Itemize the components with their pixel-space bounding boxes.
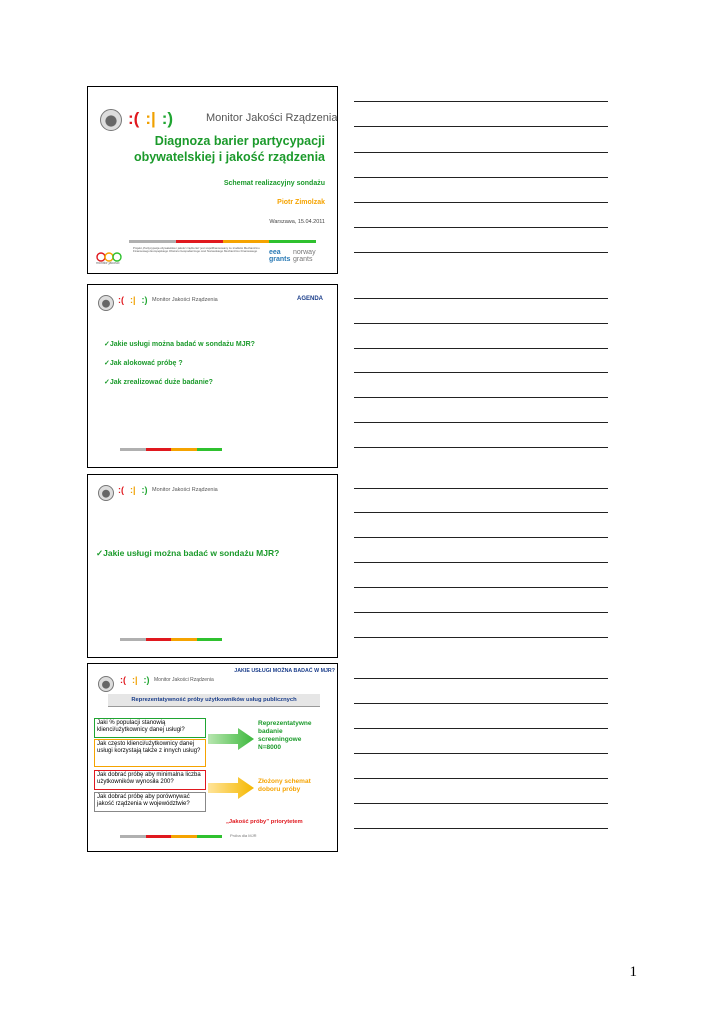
- brand-name: Monitor Jakości Rządzenia: [206, 112, 338, 124]
- note-line: [354, 828, 608, 829]
- note-line: [354, 177, 608, 178]
- screening-label: [258, 720, 311, 752]
- note-line: [354, 753, 608, 754]
- neutral-face-icon: :|: [145, 109, 156, 128]
- monitor-logo: [96, 249, 122, 259]
- sad-face-icon: :(: [120, 675, 126, 685]
- date-location: Warszawa, 15.04.2011: [269, 219, 325, 225]
- slide-header: AGENDA: [296, 296, 323, 302]
- note-line: [354, 778, 608, 779]
- sad-face-icon: :(: [118, 295, 124, 305]
- brand-faces: [120, 675, 150, 685]
- note-line: [354, 728, 608, 729]
- author-name: Piotr Zimolzak: [277, 199, 325, 206]
- agenda-item: ✓Jakie usługi można badać w sondażu MJR?: [104, 341, 255, 348]
- university-emblem-icon: [98, 676, 114, 692]
- note-line: [354, 323, 608, 324]
- university-emblem-icon: [98, 485, 114, 501]
- note-line: [354, 348, 608, 349]
- question-box-voivodeship: Jak dobrać próbę aby porównywać jakość rządzenia w województwie?: [94, 792, 206, 812]
- orange-arrow-icon: [208, 777, 254, 799]
- brand-name: Monitor Jakości Rządzenia: [152, 487, 218, 493]
- note-line: [354, 397, 608, 398]
- green-arrow-icon: [208, 728, 254, 750]
- university-emblem-icon: [98, 295, 114, 311]
- sad-face-icon: :(: [118, 485, 124, 495]
- agenda-item: ✓Jak alokować próbę ?: [104, 360, 183, 367]
- brand-faces: [118, 295, 148, 305]
- note-line: [354, 298, 608, 299]
- note-line: [354, 678, 608, 679]
- happy-face-icon: :): [141, 485, 148, 495]
- note-line: [354, 252, 608, 253]
- neutral-face-icon: :|: [130, 485, 136, 495]
- note-line: [354, 422, 608, 423]
- note-line: [354, 637, 608, 638]
- note-line: [354, 101, 608, 102]
- brand-name: Monitor Jakości Rządzenia: [154, 677, 214, 683]
- slide-subtitle: Schemat realizacyjny sondażu: [223, 180, 325, 187]
- slide-services: [87, 663, 338, 852]
- screening-label-line: Reprezentatywne: [258, 720, 312, 727]
- happy-face-icon: :): [143, 675, 150, 685]
- happy-face-icon: :): [141, 295, 148, 305]
- color-bar: [129, 240, 316, 243]
- question-box-share: Jaki % populacji stanowią klienci/użytkownicy danej usługi?: [94, 718, 206, 738]
- note-line: [354, 512, 608, 513]
- priority-note: „Jakość próby” priorytetem: [226, 819, 303, 825]
- banner-text: Reprezentatywność próby użytkowników usług publicznych: [131, 697, 297, 703]
- note-line: [354, 372, 608, 373]
- note-line: [354, 562, 608, 563]
- slide-section: [87, 474, 338, 658]
- neutral-face-icon: :|: [132, 675, 138, 685]
- slide-title: [87, 86, 338, 274]
- neutral-face-icon: :|: [130, 295, 136, 305]
- screening-label-line: badanie: [258, 728, 283, 735]
- brand-faces: [128, 109, 173, 129]
- funding-note: Projekt „Partycypacja obywatelska i jakość rządzenia” jest współfinansowany ze środków Mechanizmu Finansowego Europejskiego Obszaru Gospodarczego oraz Norweskiego Mechanizmu Finansowego: [133, 246, 260, 254]
- question-box-minimum: Jak dobrać próbę aby minimalna liczba użytkowników wynosiła 200?: [94, 770, 206, 790]
- note-line: [354, 587, 608, 588]
- slide-title-line1: Diagnoza barier partycypacji: [154, 134, 325, 148]
- question-box-frequency: Jak często klienci/użytkownicy danej usługi korzystają także z innych usług?: [94, 739, 206, 767]
- banner: [108, 694, 320, 707]
- complex-sampling-line: Złożony schemat: [258, 778, 311, 785]
- slide-agenda: [87, 284, 338, 468]
- complex-sampling-line: doboru próby: [258, 786, 301, 793]
- page-number: 1: [629, 964, 637, 980]
- color-bar: [120, 835, 222, 838]
- color-bar: [120, 448, 222, 451]
- agenda-item: ✓Jak zrealizować duże badanie?: [104, 379, 213, 386]
- note-line: [354, 703, 608, 704]
- screening-label-line: screeningowe: [258, 736, 302, 743]
- note-line: [354, 488, 608, 489]
- note-line: [354, 537, 608, 538]
- footer-label: Próba dla MJR: [230, 833, 257, 838]
- monitor-logo-caption: monitor jakości: [96, 261, 120, 265]
- screening-label-line: N=8000: [258, 744, 281, 751]
- sad-face-icon: :(: [128, 109, 140, 128]
- brand-faces: [118, 485, 148, 495]
- slide-title-line2: obywatelskiej i jakość rządzenia: [133, 150, 325, 164]
- note-line: [354, 447, 608, 448]
- note-line: [354, 612, 608, 613]
- note-line: [354, 227, 608, 228]
- happy-face-icon: :): [161, 109, 174, 128]
- slide-header: JAKIE USŁUGI MOŻNA BADAĆ W MJR?: [234, 668, 335, 674]
- section-question: ✓Jakie usługi można badać w sondażu MJR?: [96, 548, 280, 558]
- eea-grants-logo: eea grants: [269, 249, 291, 263]
- note-line: [354, 152, 608, 153]
- brand-name: Monitor Jakości Rządzenia: [152, 297, 218, 303]
- complex-sampling-label: [258, 778, 311, 794]
- university-emblem-icon: [100, 109, 122, 131]
- note-line: [354, 126, 608, 127]
- norway-grants-logo: norway grants: [293, 249, 316, 263]
- note-line: [354, 803, 608, 804]
- note-line: [354, 202, 608, 203]
- color-bar: [120, 638, 222, 641]
